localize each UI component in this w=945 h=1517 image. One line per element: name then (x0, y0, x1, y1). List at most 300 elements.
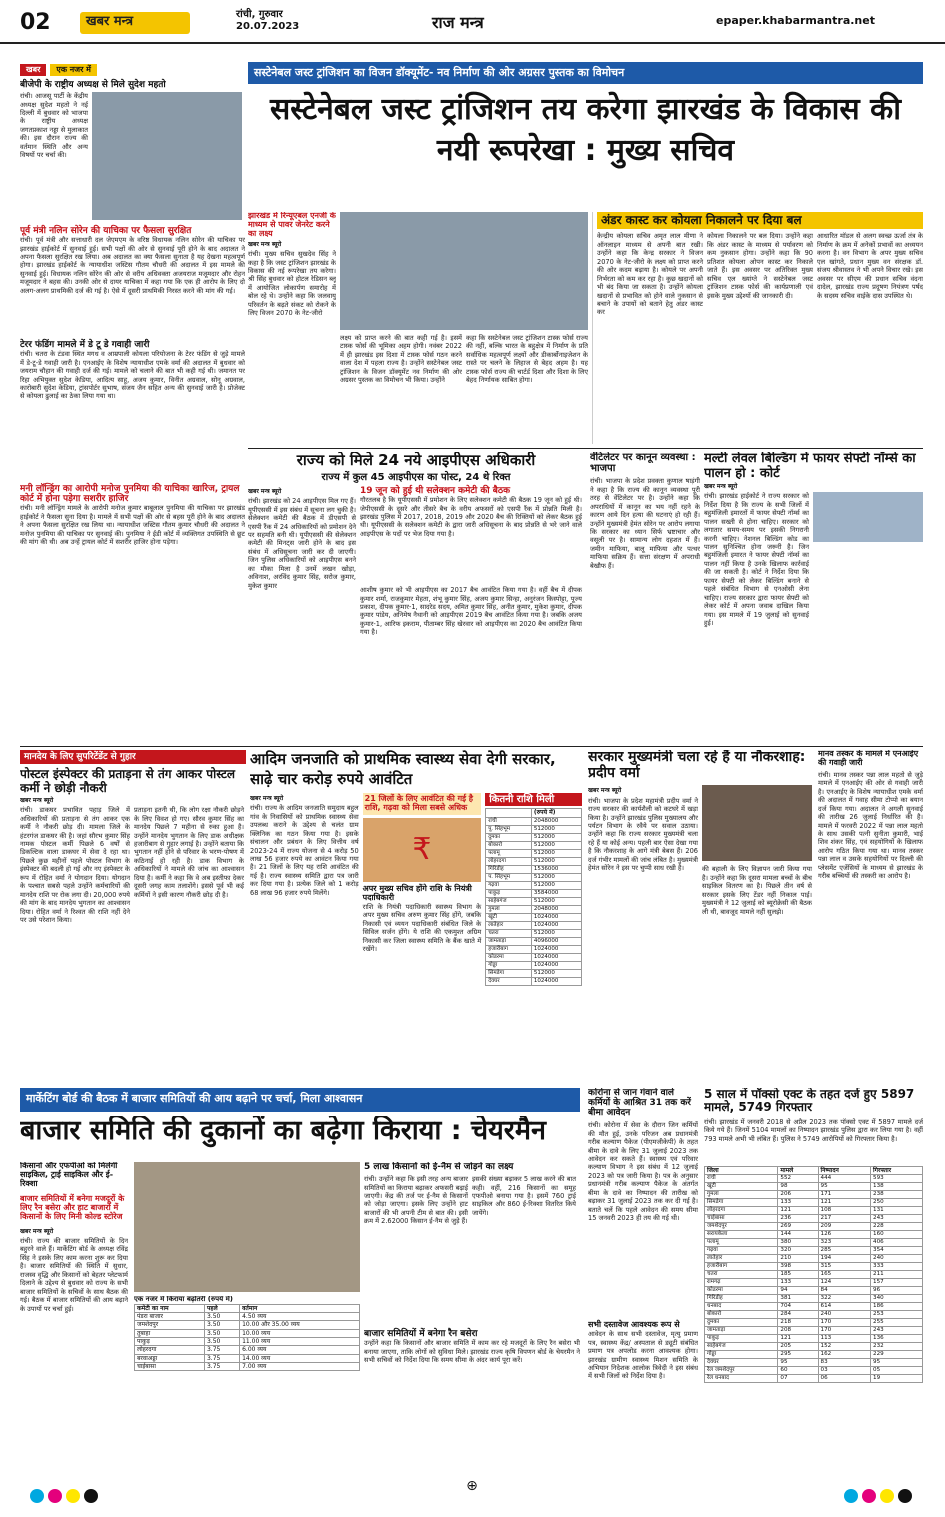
table-cell: 354 (871, 1247, 923, 1255)
table-cell: 152 (818, 1343, 870, 1351)
story-body: रांची। राज्य की बाजार समितियों के दिन बहुरने वाले हैं। मार्केटिंग बोर्ड के अध्यक्ष रविंद्र सिंह ने इसके लिए काम करना शुरू कर दिया है। बाजार समितियों की स्थिति में सुधार, राजस्व वृद्धि और किसानों को बेहतर प्लेटफार्म दिलाने के उद्देश्य से बुधवार को राज्य के सभी बाजार समितियों के सचिवों के साथ बैठक की गई। बैठक में बाजार समितियों की आय बढ़ाने के उपायों पर चर्चा हुई। (20, 1237, 128, 1313)
table-cell: 614 (818, 1303, 870, 1311)
story-body: रांची। मानव तस्कर पन्ना लाल महतो से जुड़े मामले में एनआईए की ओर से गवाही जारी है। एनआईए के विशेष न्यायाधीश एमके वर्मा की अदालत में गवाह सीमा टोप्पो का बयान दर्ज किया गया। अदालत ने अगली सुनवाई की तारीख 26 जुलाई निर्धारित की है। मामले में फरवरी 2022 में पन्ना लाल महतो के साथ उसकी पत्नी सुनीता कुमारी, भाई शिव शंकर सिंह, एवं सहयोगियों के खिलाफ आरोप गठित किया गया था। मानव तस्कर पन्ना लाल व उसके सहयोगियों पर दिल्ली की प्लेसमेंट एजेंसियों के माध्यम से झारखंड के गरीब बच्चियों की तस्करी का आरोप है। (818, 770, 923, 881)
lead-banner: सस्टेनेबल जस्ट ट्रांजिशन का विजन डॉक्यूमेंट- नव निर्माण की ओर अग्रसर पुस्तक का विमोचन (248, 62, 923, 84)
table-cell: खूंटी (705, 1183, 778, 1191)
table-cell: कोडरमा (705, 1287, 778, 1295)
story-subhead: 19 जून को हुई थी सलेक्शन कमेटी की बैठक (360, 485, 511, 496)
table-header (705, 1166, 923, 1174)
table-row (486, 945, 582, 953)
table-cell: चतरा (486, 929, 532, 937)
story-headline: राज्य को मिले 24 नये आइपीएस अधिकारी (296, 452, 536, 469)
story-body: कहा कि सस्टेनेबल जस्ट ट्रांजिशन टास्क फोर्स राज्य की नहीं, बल्कि भारत के बहुक्षेत्र में निर्माण के प्रति सर्वाधिक महत्वपूर्ण लक्ष्यों और डीकार्बोनाइजेशन के रास्ते पर चलने के लिहाज से बेहद अहम है। यह टास्क फोर्स राज्य की चार्टर्ड दिशा और दिशा के लिए बेहद निर्णायक साबित होगा। (466, 334, 588, 385)
table-cell: 03 (818, 1367, 870, 1375)
fire-safety-story (704, 452, 923, 740)
story-body: रांची। झारखंड को 24 आइपीएस मिल गए हैं। यूपीएससी में इस संबंध में सूचना लग चुकी है। सेलेक्शन कमेटी की बैठक में डीएसपी से एसपी रैंक में 24 अधिकारियों को प्रमोशन देने पर सहमति बनी थी। यूपीएससी की सेलेक्शन कमेटी की मिनट्स जारी होने के बाद इस संबंध में अधिसूचना जारी कर दी जाएगी। जिन पुलिस अधिकारियों को आइपीएस बनने का मौका मिला है उनमें लखन खोड़ा, अविनाश, अरविंद कुमार सिंह, सरोज कुमार, मुकेश कुमार (248, 497, 356, 590)
postal-story (20, 750, 246, 1080)
table-cell: 165 (818, 1271, 870, 1279)
table-cell: 217 (818, 1215, 870, 1223)
table-cell: 211 (871, 1271, 923, 1279)
table-cell: 512000 (531, 873, 581, 881)
story-kicker: मानदेय के लिए सुपरिटेंडेंट से गुहार (20, 750, 246, 764)
table-cell: दुमका (705, 1319, 778, 1327)
table-cell: 1024000 (531, 913, 581, 921)
table-cell: 14.00 व्यय (240, 1354, 360, 1362)
column-header: पहले (204, 1304, 239, 1312)
city-day: रांची, गुरुवार (236, 9, 283, 20)
table-cell: 194 (818, 1255, 870, 1263)
table-row (135, 1346, 360, 1354)
rent-table (134, 1296, 360, 1380)
table-cell: जमशेदपुर (705, 1223, 778, 1231)
table-cell: 131 (871, 1207, 923, 1215)
table-cell: गुमला (705, 1191, 778, 1199)
table-row (705, 1311, 923, 1319)
story-headline: सरकार मुख्यमंत्री चला रहे हैं या नौकरशाह: प्रदीप वर्मा (588, 750, 806, 781)
tag-brand: खबर (20, 64, 46, 76)
table-row (486, 825, 582, 833)
table-title: कितनी राशि मिली (485, 793, 582, 806)
table-cell: लातेहार (705, 1255, 778, 1263)
ventilator-story (590, 452, 700, 740)
table-cell: 136 (871, 1335, 923, 1343)
table-cell: सिमडेगा (486, 969, 532, 977)
table-cell: 593 (871, 1175, 923, 1183)
market-banner: मार्केटिंग बोर्ड की बैठक में बाजार समितियों की आय बढ़ाने पर चर्चा, मिला आश्वासन (20, 1088, 580, 1112)
table-row (486, 921, 582, 929)
story-body: रांची। डाकघर प्रभावित पहाड़ जिले में अधिकारियों की प्रताड़ना से तंग आकर एक कर्मी ने नौकरी छोड़ दी। मामला जिले के हंटरगंज डाकघर की है। जहां सौरभ कुमार सिंह नामक पोस्टल कर्मी पिछले 6 वर्षों से डिकल्टिक वाला डाकघर में सेवा दे रहा था। पिछले कुछ महीनों पहले पोस्टल विभाग के इंस्पेक्टर की बदली हो गई और नए इंस्पेक्टर के रूप में रोहित वर्मा ने योगदान दिया। योगदान के पश्चात सबसे पहले उन्होंने कर्मचारियों की मानदेय राशि पर रोक लगा दी। 20,000 रुपये की मांग के बाद मानदेय भुगतान का आश्वासन दिया। रोहित वर्मा ने रिश्वत की राशि नहीं देने पर उसे परेशान किया। (20, 806, 130, 924)
table-cell: खूंटी (486, 913, 532, 921)
table-row (486, 961, 582, 969)
table-row (486, 857, 582, 865)
table-cell: 83 (818, 1359, 870, 1367)
table-cell: 144 (778, 1231, 818, 1239)
rupee-icon: ₹ (363, 818, 482, 882)
story-body: रांची। उन्होंने कहा कि इसी तरह अन्य बाजार समितियों का किराया बढ़ाकर अफसरी बढ़ाई जाएगी। केंद्र की तर्ज पर ई-नैम से किसानों को जोड़ा जाएगा। इसके लिए उन्होंने हाट बाजारों की भी अपनी टीम से बात की। इसी क्रम में 2.62000 किसान ई-नैम से जुड़े हैं। (364, 1175, 468, 1226)
pocso-story (704, 1088, 923, 1482)
table-row (705, 1287, 923, 1295)
coal-story (592, 212, 923, 444)
corona-story (588, 1088, 698, 1482)
portrait-photo (702, 785, 812, 861)
story-body: रांची। मनी लॉन्ड्रिंग मामले के आरोपी मनोज कुमार बाबूलाल पुनमिया की याचिका पर झारखंड हाईकोर्ट ने फैसला सुना दिया है। मामले में सभी पक्षों की ओर से बहस पूरी होने के बाद अदालत ने अपना फैसला सुरक्षित रख लिया था। न्यायाधीश जस्टिस गौतम कुमार चौधरी की अदालत ने मनोज पुनमिया की याचिका पर सुनवाई की। पुनमिया ने ईडी कोर्ट में व्यक्तिगत उपस्थिति से छूट की मांग की थी। अब उन्हें ट्रायल कोर्ट में सशरीर हाजिर होना पड़ेगा। (20, 504, 245, 547)
table-cell: 444 (818, 1175, 870, 1183)
story-headline: मनी लॉन्ड्रिंग का आरोपी मनोज पुनमिया की याचिका खारिज, ट्रायल कोर्ट में होना पड़ेगा सशरीर हाजिर (20, 484, 240, 505)
table-cell: 121 (778, 1335, 818, 1343)
byline: खबर मन्त्र ब्यूरो (704, 483, 738, 491)
table-row (705, 1279, 923, 1287)
table-cell: 238 (871, 1191, 923, 1199)
lead-photo (340, 212, 588, 330)
story-headline: मानव तस्कर के मामले में एनआईए की गवाही जारी (818, 750, 919, 767)
table-cell: गिरिडीह (486, 865, 532, 873)
table-cell: 512000 (531, 849, 581, 857)
meeting-photo (134, 1162, 360, 1292)
byline: खबर मन्त्र ब्यूरो (250, 795, 284, 802)
table-cell: 4096000 (531, 937, 581, 945)
epaper-link[interactable]: epaper.khabarmantra.net (716, 14, 875, 27)
table-cell: 4.50 व्यय (240, 1313, 360, 1321)
column-header: जिला (705, 1166, 778, 1174)
table-cell: 10.00 व्यय (240, 1329, 360, 1337)
table-cell: 323 (818, 1239, 870, 1247)
column-header: कमेटी का नाम (135, 1304, 205, 1312)
table-cell: 210 (778, 1255, 818, 1263)
story-headline: 5 साल में पॉक्सो एक्ट के तहत दर्ज हुए 5897 मामले, 5749 गिरफ्तार (704, 1088, 915, 1115)
table-cell: हजारीबाग (486, 945, 532, 953)
table-cell: 380 (778, 1239, 818, 1247)
table-row (705, 1359, 923, 1367)
table-cell: 3.75 (204, 1354, 239, 1362)
table-row (486, 881, 582, 889)
table-row (486, 833, 582, 841)
table-row (705, 1239, 923, 1247)
table-row (705, 1175, 923, 1183)
story-headline: पोस्टल इंस्पेक्टर की प्रताड़ना से तंग आकर पोस्टल कर्मी ने छोड़ी नौकरी (20, 767, 236, 795)
table-cell: 2048000 (531, 817, 581, 825)
table-cell: रामगढ़ (705, 1279, 778, 1287)
table-cell: 1024000 (531, 921, 581, 929)
table-cell: साहेबगंज (486, 897, 532, 905)
table-cell: 138 (871, 1183, 923, 1191)
story-body: उन्होंने कहा कि किसानों और बाजार समिति में काम कर रहे मजदूरों के लिए रैन बसेरा भी बनाया जाएगा, ताकि लोगों को सुविधा मिले। झारखंड राज्य कृषि विपणन बोर्ड के चेयरमैन ने सभी सचिवों को निर्देश दिया कि समय सीमा के अंदर कार्य पूरा करें। (364, 1339, 580, 1365)
table-cell: 229 (871, 1351, 923, 1359)
masthead (0, 0, 945, 44)
table-row (486, 817, 582, 825)
table-row (705, 1231, 923, 1239)
story-subhead: अपर मुख्य सचिव होंगे राशि के नियंत्री पदाधिकारी (362, 883, 472, 902)
table-cell: पलामू (486, 849, 532, 857)
table-cell: 3.75 (204, 1346, 239, 1354)
table-cell: 3.50 (204, 1329, 239, 1337)
table-row (705, 1335, 923, 1343)
table-header (486, 809, 582, 817)
page-number: 02 (20, 10, 51, 35)
table-cell: 250 (871, 1199, 923, 1207)
table-header (135, 1304, 360, 1312)
table-cell: बोकारो (705, 1311, 778, 1319)
table-cell: 284 (778, 1311, 818, 1319)
table-cell: गढ़वा (705, 1247, 778, 1255)
issue-date: 20.07.2023 (236, 21, 300, 32)
table-cell: 3584000 (531, 889, 581, 897)
tag-label: एक नजर में (50, 64, 97, 76)
table-cell: 108 (818, 1207, 870, 1215)
table-cell: 3.75 (204, 1363, 239, 1371)
table-cell: 160 (871, 1231, 923, 1239)
table-cell: पंडरा बाजार (135, 1313, 205, 1321)
table-row (135, 1313, 360, 1321)
table-cell: 3.50 (204, 1321, 239, 1329)
table-cell: गढ़वा (486, 881, 532, 889)
table-cell: 11.00 व्यय (240, 1338, 360, 1346)
story-body: रांची। चतरा के टंडवा स्थित मगध व आम्रपाली कोयला परियोजना के टेरर फंडिंग से जुड़े मामले में डे-टू-डे गवाही जारी है। एनआईए के विशेष न्यायाधीश एमके वर्मा की अदालत में बुधवार को जयराम चौहान की गवाही दर्ज की गई। मामले को चलाने की बात भी कही गई थी। जमानत पर रिहा अभियुक्त सुदेश केडिया, आदित्य साहू, अजय कुमार, विनीत अग्रवाल, सोनू अग्रवाल, कारोबारी सुदेश केडिया, ट्रांसपोर्टर सुभाष, संजय जैन सहित अन्य की सुनवाई जारी है। प्रोजेक्ट से कोयला ढुलाई का ठेका लिया गया था। (20, 350, 245, 401)
table-cell: 1024000 (531, 953, 581, 961)
table-row (486, 873, 582, 881)
table-row (705, 1375, 923, 1383)
table-cell: लातेहार (486, 921, 532, 929)
table-cell: 121 (818, 1199, 870, 1207)
table-cell: 269 (778, 1223, 818, 1231)
table-cell: पाकुड़ (135, 1338, 205, 1346)
table-cell: 253 (871, 1311, 923, 1319)
table-cell: 704 (778, 1303, 818, 1311)
table-row (486, 865, 582, 873)
column-header: वर्तमान (240, 1304, 360, 1312)
table-cell: 240 (871, 1255, 923, 1263)
table-cell: गोड्डा (486, 961, 532, 969)
table-row (486, 905, 582, 913)
crosshair-icon: ⊕ (466, 1478, 478, 1494)
table-cell: 295 (778, 1351, 818, 1359)
table-cell: चाईबासा (705, 1215, 778, 1223)
table-row (705, 1343, 923, 1351)
table-cell: रेल धनबाद (705, 1375, 778, 1383)
amount-table (485, 793, 582, 1054)
table-cell: प. सिंहभूम (486, 873, 532, 881)
column-header: (रुपये में) (531, 809, 581, 817)
story-subhead: 5 लाख किसानों को ई-नैम से जोड़ने का लक्ष्य (364, 1162, 514, 1172)
table-cell: 1024000 (531, 961, 581, 969)
table-cell: रेल जमशेदपुर (705, 1367, 778, 1375)
market-cols (364, 1162, 580, 1482)
table-cell: गिरिडीह (705, 1295, 778, 1303)
story-headline: पूर्व मंत्री नलिन सोरेन की याचिका पर फैसला सुरक्षित (20, 226, 192, 237)
table-row (705, 1295, 923, 1303)
table-cell: दुमका (486, 833, 532, 841)
story-body: आवेदन के साथ सभी दस्तावेज, मृत्यु प्रमाण पत्र, स्वास्थ्य केंद्र/ अस्पताल से ड्यूटी संबंधित प्रमाण पत्र अपलोड करना आवश्यक होगा। झारखंड ग्रामीण स्वास्थ्य मिशन समिति के अभियान निदेशक आलोक त्रिवेदी ने इस संबंध में सभी जिलों को निर्देश दिया है। (588, 1330, 698, 1381)
table-row (486, 937, 582, 945)
table-cell: बोकारो (486, 841, 532, 849)
table-cell: रांची (705, 1175, 778, 1183)
story-body: केन्द्रीय कोयला सचिव अमृत लाल मीणा ने ऑनलाइन माध्यम से अपनी बात रखी। उन्होंने कहा कि केन्द्र सरकार ने विजन 2070 के नेट-जीरो के लक्ष्य को प्राप्त करने की ओर कदम बढ़ाया है। कोयले पर अपनी निर्भरता को कम कर रहा है। कुछ खदानों को भी बंद किया जा सकता है। उन्होंने कोयला खदानों से प्रभावित को होने वाले नुकसान से बचाने के उपायों को बताने हेतु अंडर कास्ट कर (597, 232, 703, 317)
table-cell: लोहरदगा (705, 1207, 778, 1215)
table-cell: 236 (778, 1215, 818, 1223)
table-cell: 124 (818, 1279, 870, 1287)
story-subhead: सभी दस्तावेज आवश्यक रूप से (588, 1320, 680, 1330)
table-cell: 243 (871, 1215, 923, 1223)
table-cell: कोडरमा (486, 953, 532, 961)
story-subhead: बाजार समितियों में बनेगा रैन बसेरा (364, 1329, 478, 1340)
lead-headline: सस्टेनेबल जस्ट ट्रांजिशन तय करेगा झारखंड के विकास की नयी रूपरेखा : मुख्य सचिव (270, 92, 901, 168)
story-body: रांची। झारखंड हाईकोर्ट ने राज्य सरकार को निर्देश दिया है कि राज्य के सभी जिलों में बहुमंजिली इमारतों में फायर सेफ्टी नॉर्म्स का पालन सख्ती से होना चाहिए। सरकार को लगातार समय-समय पर इसकी निगरानी करनी चाहिए। नेशनल बिल्डिंग कोड का पालन सुनिश्चित होना जरूरी है। जिन बहुमंजिली इमारत ने फायर सेफ्टी नॉर्म्स का पालन नहीं किया है उनके खिलाफ कार्रवाई की जा सकती है। कोर्ट ने निर्देश दिया कि फायर सेफ्टी को लेकर बिल्डिंग बनाने से पहले संबंधित विभाग से एनओसी लेना चाहिए। राज्य सरकार द्वारा फायर सेफ्टी को लेकर कोर्ट में अपना जवाब दाखिल किया गया। इस मामले में 19 जुलाई को सुनवाई हुई। (704, 492, 809, 627)
lead-column (248, 212, 336, 444)
table-row (705, 1271, 923, 1279)
table-cell: 96 (871, 1287, 923, 1295)
table-cell: 406 (871, 1239, 923, 1247)
table-cell: 322 (818, 1295, 870, 1303)
table-cell: 126 (818, 1231, 870, 1239)
table-cell: 2048000 (531, 905, 581, 913)
story-body: रांची। झारखंड में जनवरी 2018 से अप्रैल 2023 तक पॉक्सो एक्ट में 5897 मामले दर्ज किये गये हैं। जिनमें 5104 मामलों का निष्पादन झारखंड पुलिस द्वारा कर लिया गया है। वहीं 793 मामले अभी भी लंबित हैं। पुलिस ने 5749 आरोपियों को गिरफ्तार किया है। (704, 1117, 923, 1143)
market-side (20, 1162, 128, 1482)
trafficking-story (818, 750, 923, 1080)
story-body: रांची। आजसू पार्टी के केंद्रीय अध्यक्ष सुदेश महतो ने नई दिल्ली में बुधवार को भाजपा के राष्ट्रीय अध्यक्ष जगतप्रकाश नड्डा से मुलाकात की। इस दौरान राज्य की वर्तमान स्थिति और अन्य विषयों पर चर्चा की। (20, 92, 88, 160)
table-cell: 205 (778, 1343, 818, 1351)
table-row (486, 897, 582, 905)
table-cell: 398 (778, 1263, 818, 1271)
table-cell: पाकुड़ (705, 1335, 778, 1343)
table-cell: गुमला (486, 905, 532, 913)
table-row (705, 1215, 923, 1223)
edition-name: राज मन्त्र (432, 13, 484, 32)
table-cell: जामताड़ा (486, 937, 532, 945)
table-cell: 84 (818, 1287, 870, 1295)
story-body: रांची। मुख्य सचिव सुखदेव सिंह ने कहा है कि जस्ट ट्रांजिशन झारखंड के विकास की नई रूपरेखा तय करेगा। श्री सिंह बुधवार को होटल रेडिसन ब्लू में आयोजित लोकार्पण समारोह में बोल रहे थे। उन्होंने कहा कि जलवायु परिवर्तन के बढ़ते संकट को रोकने के लिए विजन 2070 के नेट-जीरो (248, 250, 336, 318)
table-cell: 285 (818, 1247, 870, 1255)
table-cell: 186 (871, 1303, 923, 1311)
story-body: प्रताड़ना इतनी थी, कि लोग रक्षा नौकरी छोड़ने के लिए विवश हो गए। सौरव कुमार सिंह का मानदेय पिछले 7 महीना से रुका हुआ है। उन्होंने मानदेय भुगतान के लिए डाक अधीक्षक हजारीबाग से गुहार लगाई है। उन्होंने बताया कि भुगतान नहीं होने से परिवार के भरण-पोषण में कठिनाई हो रही है। डाक विभाग के अधिकारियों ने मामले की जांच का आश्वासन दिया है। कर्मी ने कहा कि वे अब इस्तीफा देकर दूसरी जगह काम तलाशेंगे। इससे पूर्व भी कई कर्मियों ने इसी कारण नौकरी छोड़ दी है। (134, 806, 244, 899)
ias-story (248, 452, 584, 740)
byline: खबर मन्त्र ब्यूरो (248, 487, 282, 495)
story-headline: टेरर फंडिंग मामले में डे टू डे गवाही जारी (20, 340, 150, 351)
table-cell: 3.50 (204, 1338, 239, 1346)
story-body: आशीष कुमार को भी आइपीएस का 2017 बैच आवंटित किया गया है। वहीं बैच में दीपक कुमार शर्मा, राजकुमार मेहता, शंभू कुमार सिंह, अजय कुमार सिन्हा, अनुरंजन किस्पोट्टा, पूज्य प्रकाश, दीपक कुमार-1, सादरेड सदय, अमित कुमार सिंह, अनीत कुमार, मुकेश कुमार, दीपक कुमार पांडेय, अनिमेष नैथानी को आइपीएस 2019 बैच आवंटित किया गया है। जबकि अजय कुमार-1, आरिफ इकराम, पीताम्बर सिंह खेरवार को आइपीएस का 2020 बैच आवंटित किया गया है। (360, 586, 582, 637)
byline: खबर मन्त्र ब्यूरो (20, 1227, 54, 1235)
table-row (486, 929, 582, 937)
table-cell: 243 (871, 1327, 923, 1335)
dateline (236, 9, 299, 33)
table-row (705, 1367, 923, 1375)
table-cell: देवघर (705, 1359, 778, 1367)
column-header (486, 809, 532, 817)
table-cell: 218 (778, 1319, 818, 1327)
story-subhead: किसानों और एफपीओ को मिलेगी साइकिल, ट्राई साइकिल और ई-रिक्शा (20, 1162, 118, 1188)
table-cell: 10.00 और 35.00 व्यय (240, 1321, 360, 1329)
table-row (486, 849, 582, 857)
table-row (135, 1338, 360, 1346)
table-row (705, 1351, 923, 1359)
table-cell: 1024000 (531, 977, 581, 985)
table-cell: चाईबासा (135, 1363, 205, 1371)
table-cell: 113 (818, 1335, 870, 1343)
table-cell: 320 (778, 1247, 818, 1255)
table-cell: 255 (871, 1319, 923, 1327)
health-story (250, 750, 582, 1080)
story-headline: आदिम जनजाति को प्राथमिक स्वास्थ्य सेवा देगी सरकार, साढ़े चार करोड़ रुपये आवंटित (250, 750, 556, 788)
market-headline: बाजार समिति की दुकानों का बढ़ेगा किराया : चेयरमैन (20, 1116, 546, 1146)
table-cell: रांची (486, 817, 532, 825)
table-cell: 208 (778, 1327, 818, 1335)
table-cell: 512000 (531, 833, 581, 841)
table-cell: चतरा (705, 1271, 778, 1279)
table-row (486, 977, 582, 985)
table-cell: 333 (871, 1263, 923, 1271)
table-row (486, 841, 582, 849)
story-body: रांची। भाजपा के प्रदेश महामंत्री प्रदीप वर्मा ने राज्य सरकार की कार्यशैली को कटघरे में खड़ा किया है। उन्होंने झारखंड पुलिस मुख्यालय और पर्यटन विभाग के रवैये पर सवाल उठाया। उन्होंने कहा कि राज्य सरकार मुख्यमंत्री चला रहे हैं या कोई अन्य। पहली बार ऐसा देखा गया है कि नौकरशाह के आगे मंत्री बेबस हैं। 206 दर्ज गंभीर मामलों की जांच लंबित है। मुख्यमंत्री हेमंत सोरेन ने इस पर चुप्पी साध रखी है। (588, 796, 698, 873)
table-cell: 133 (778, 1199, 818, 1207)
table-row (135, 1329, 360, 1337)
table-cell: 06 (818, 1375, 870, 1383)
table-cell: 94 (778, 1287, 818, 1295)
table-row (705, 1207, 923, 1215)
table-cell: 171 (818, 1191, 870, 1199)
table-cell: धनबाद (705, 1303, 778, 1311)
table-row (135, 1363, 360, 1371)
story-headline: अंडर कास्ट कर कोयला निकालने पर दिया बल (597, 212, 923, 229)
table-cell: गोड्डा (705, 1351, 778, 1359)
table-row (486, 953, 582, 961)
story-body: रांची। कोरोना में सेवा के दौरान जिन कर्मियों की मौत हुई, उनके परिजन अब प्रधानमंत्री गरीब कल्याण पैकेज (पीएमजीकेपी) के तहत बीमा के दावे के लिए 31 जुलाई 2023 तक आवेदन कर सकते हैं। स्वास्थ्य एवं परिवार कल्याण विभाग ने इस संबंध में 12 जुलाई 2023 को पत्र जारी किया है। पत्र के अनुसार प्रधानमंत्री गरीब कल्याण पैकेज के अंतर्गत बीमा के दावे का निष्पादन की तारीख को बढ़ाकर 31 जुलाई 2023 तक कर दी गई है। बताते चलें कि पहले आवेदन की समय सीमा 15 जनवरी 2023 ही तय की गई थी। (588, 1121, 698, 1223)
story-headline: कोरोना से जान गंवाने वाले कर्मियों के आश्रित 31 तक करें बीमा आवेदन (588, 1088, 691, 1119)
story-subhead: बाजार समितियों में बनेगा मजदूरों के लिए रैन बसेरा और हाट बाजारों में किसानों के लिए मिनी कोल्ड स्टोरेज (20, 1193, 125, 1221)
table-row (705, 1263, 923, 1271)
brand-logo: खबर मन्त्र (80, 12, 190, 34)
column-header: गिरफ्तार (871, 1166, 923, 1174)
table-cell: पाकुड़ (486, 889, 532, 897)
story-body: रांची। भाजपा के प्रदेश प्रवक्ता कुणाल षाड़ंगी ने कहा है कि राज्य की कानून व्यवस्था पूरी तरह से वेंटिलेटर पर है। उन्होंने कहा कि अपराधियों में कानून का भय नहीं रहने के कारण आये दिन हत्या की घटनाएं हो रही हैं। उन्होंने मुख्यमंत्री हेमंत सोरेन पर आरोप लगाया कि सरकार का ध्यान सिर्फ भ्रष्टाचार और वसूली पर है। सामान्य लोग दहशत में हैं। जमीन माफिया, बालू माफिया और पत्थर माफिया सक्रिय हैं। सत्ता संरक्षण में अपराधी बेखौफ हैं। (590, 477, 700, 570)
table-cell: 05 (871, 1367, 923, 1375)
table-cell: 512000 (531, 969, 581, 977)
table-cell: देवघर (486, 977, 532, 985)
story-body: राशि के नियंत्री पदाधिकारी स्वास्थ्य विभाग के अपर मुख्य सचिव अरुण कुमार सिंह होंगे, जबकि निकासी एवं व्ययन पदाधिकारी संबंधित जिले के सिविल सर्जन होंगे। ये राशि की एकमुश्त अग्रिम निकासी कर जिला स्वास्थ्य समिति के बैंक खाते में रखेंगे। (362, 902, 482, 953)
table-cell: लोहरदगा (486, 857, 532, 865)
story-body: लक्ष्य को प्राप्त करने की बात कही गई है। इसमें टास्क फोर्स की भूमिका अहम होगी। नवंबर 2022 में ही झारखंड इस दिशा में टास्क फोर्स गठन करने वाला देश में पहला राज्य है। उन्होंने सस्टेनेबल जस्ट ट्रांजिशन के विजन डॉक्यूमेंट नव निर्माण की ओर अग्रसर पुस्तक का विमोचन भी किया। उन्होंने (340, 334, 462, 385)
story-body: रांची। राज्य के आदिम जनजाति समुदाय बहुल गांव के निवासियों को प्राथमिक स्वास्थ्य सेवा उपलब्ध कराने के उद्देश्य से चलंत ग्राम क्लिनिक का गठन किया गया है। इसके संचालन और प्रबंधन के लिए वित्तीय वर्ष 2023-24 में राज्य योजना से 4 करोड़ 50 लाख 56 हजार रुपये का आवंटन किया गया है। 21 जिलों के लिए यह राशि आवंटित की गई है। राज्य स्वास्थ्य समिति द्वारा पत्र जारी कर दिया गया है। प्रत्येक जिले को 1 करोड़ 68 लाख 96 हजार रुपये मिलेंगे। (250, 804, 359, 897)
left-column (20, 62, 245, 740)
table-cell: हजारीबाग (705, 1263, 778, 1271)
table-cell: 315 (818, 1263, 870, 1271)
table-row (705, 1327, 923, 1335)
table-cell: 206 (778, 1191, 818, 1199)
table-cell: 240 (818, 1311, 870, 1319)
table-cell: 512000 (531, 897, 581, 905)
table-row (486, 889, 582, 897)
table-row (705, 1183, 923, 1191)
story-body: रांची। पूर्व मंत्री और सत्ताधारी दल जेएमएम के वरिष्ठ विधायक नलिन सोरेन की याचिका पर झारखंड हाईकोर्ट में सुनवाई हुई। सभी पक्षों की ओर से सुनवाई पूरी होने के बाद अदालत ने अपना फैसला सुरक्षित रख लिया। अब अदालत का क्या फैसला सुनाता है यह देखना महत्वपूर्ण होगा। झारखंड हाईकोर्ट के न्यायाधीश जस्टिस गौतम चौधरी की अदालत में इस मामले की सुनवाई हुई। विधायक नलिन सोरेन की ओर से वरीय अधिवक्ता अजयराज मजूमदार और रोहन मजूमदार ने बहस की। उनकी ओर से दायर याचिका में कहा गया कि एक ही आरोप के लिए दो अलग-अलग प्राथमिकी दर्ज की गई है। ऐसे में दूसरी प्राथमिकी निरस्त करने की मांग की गई। (20, 236, 245, 295)
story-body: गौरतलब है कि यूपीएससी में प्रमोशन के लिए सलेक्शन कमेटी की बैठक 19 जून को हुई थी। जेपीएससी के दूसरे और तीसरे बैच के वरीय अफसरों को एसपी रैंक में प्रोन्नति मिली है। झारखंड पुलिस में 2017, 2018, 2019 और 2020 बैच की रिक्तियों को लेकर बैठक हुई थी। यूपीएससी के सलेक्शन कमेटी के द्वारा जारी अधिसूचना के बाद प्रोन्नति से भरे जाने वाले आइपीएस के पदों पर भेज दिया गया है। (360, 496, 582, 538)
table-cell: 381 (778, 1295, 818, 1303)
table-cell: 6.00 व्यय (240, 1346, 360, 1354)
lead-subhead: झारखंड में रिन्यूएबल एनर्जी के माध्यम से पावर जेनरेट करने का लक्ष्य (248, 212, 336, 238)
table-cell: 232 (871, 1343, 923, 1351)
byline: खबर मन्त्र ब्यूरो (248, 240, 282, 248)
table-cell: 512000 (531, 825, 581, 833)
story-body: कोयला निकालने पर बल दिया। उन्होंने कहा कि अंडर कास्ट के माध्यम से पर्यावरण को कम नुकसान होगा। उन्होंने कहा कि 90 प्रतिशत कोयला ओपन कास्ट कर निकाले जाते हैं। इस अवसर पर अतिरिक्त मुख्य सचिव एल ख्यांग्ते ने सस्टेनेबल जस्ट ट्रांजिशन टास्क फोर्स की कार्यप्रणाली एवं इसके मुख्य उद्देश्यों की जानकारी दी। (707, 232, 813, 300)
column-header: निष्पादन (818, 1166, 870, 1174)
table-cell: 170 (818, 1327, 870, 1335)
table-cell: 121 (778, 1207, 818, 1215)
table-row (135, 1354, 360, 1362)
story-headline: मल्टी लेवल बिल्डिंग में फायर सेफ्टी नॉर्म्स का पालन हो : कोर्ट (704, 452, 916, 481)
story-body: की बहाली के लिए विज्ञापन जारी किया गया है। उन्होंने कहा कि दूसरा मामला बच्चों के बीच साइकिल वितरण का है। पिछले तीन वर्ष से सरकार इसके लिए टेंडर नहीं निकाल पाई। मुख्यमंत्री ने 12 जुलाई को ब्यूरोक्रेसी की बैठक ली थी, बावजूद मामले नहीं सुलझे। (702, 865, 812, 916)
byline: खबर मन्त्र ब्यूरो (588, 787, 622, 795)
table-cell: जमशेदपुर (135, 1321, 205, 1329)
table-row (705, 1319, 923, 1327)
table-cell: 3.50 (204, 1313, 239, 1321)
table-row (705, 1247, 923, 1255)
byline: खबर मन्त्र ब्यूरो (20, 796, 54, 804)
table-cell: जामताड़ा (705, 1327, 778, 1335)
table-cell: 340 (871, 1295, 923, 1303)
table-cell: 162 (818, 1351, 870, 1359)
table-cell: 98 (778, 1183, 818, 1191)
table-cell: लोहरदगा (135, 1346, 205, 1354)
table-cell: सरायकेला (705, 1231, 778, 1239)
table-cell: साहेबगंज (705, 1343, 778, 1351)
table-cell: 552 (778, 1175, 818, 1183)
story-body: आधारित मॉडल से अलग स्वच्छ ऊर्जा तंत्र के निर्माण के क्रम में अनेकों प्रभावों का अध्ययन करना है। वन विभाग के अपर मुख्य सचिव एल खांगते, प्रधान मुख्य वन संरक्षक डॉ. संजय श्रीवास्तव ने भी अपने विचार रखे। इस अवसर पर सीएम की प्रधान सचिव वंदना दादेल, झारखंड राज्य प्रदूषण नियंत्रण पर्षद के सदस्य सचिव वाईके दास उपस्थित थे। (817, 232, 923, 300)
story-headline: बीजेपी के राष्ट्रीय अध्यक्ष से मिले सुदेश महतो (20, 80, 166, 90)
table-cell: 95 (778, 1359, 818, 1367)
table-cell: 512000 (531, 929, 581, 937)
table-cell: सिमडेगा (705, 1199, 778, 1207)
table-cell: 170 (818, 1319, 870, 1327)
table-row (486, 969, 582, 977)
table-row (705, 1199, 923, 1207)
news-photo (92, 92, 242, 220)
table-cell: पू. सिंहभूम (486, 825, 532, 833)
